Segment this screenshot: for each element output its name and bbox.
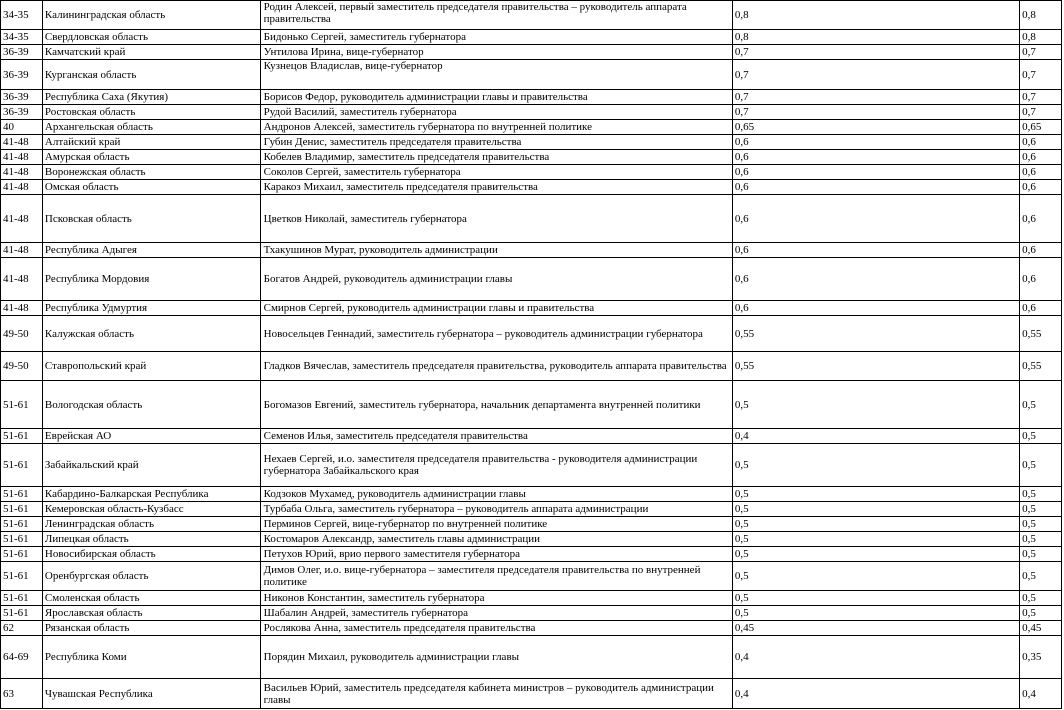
rank-cell: 41-48: [1, 165, 43, 180]
table-row: [1, 591, 1062, 606]
rank-cell: 41-48: [1, 258, 43, 301]
score-1-cell: 0,6: [732, 195, 1019, 243]
region-cell: Республика Коми: [42, 636, 260, 679]
score-1-cell: 0,7: [732, 90, 1019, 105]
table-row: [1, 105, 1062, 120]
rank-cell: 41-48: [1, 301, 43, 316]
score-2-cell: 0,6: [1020, 165, 1062, 180]
region-cell: Липецкая область: [42, 532, 260, 547]
score-2-cell: 0,5: [1020, 517, 1062, 532]
score-2-cell: 0,4: [1020, 679, 1062, 709]
table-row: [1, 195, 1062, 243]
table-row: [1, 258, 1062, 301]
table-row: [1, 30, 1062, 45]
region-cell: Республика Мордовия: [42, 258, 260, 301]
score-1-cell: 0,8: [732, 1, 1019, 30]
score-2-cell: 0,55: [1020, 316, 1062, 352]
table-row: [1, 532, 1062, 547]
score-2-cell: 0,6: [1020, 135, 1062, 150]
score-1-cell: 0,5: [732, 547, 1019, 562]
region-cell: Еврейская АО: [42, 429, 260, 444]
table-row: [1, 90, 1062, 105]
official-cell: Нехаев Сергей, и.о. заместителя председателя правительства - руководителя администрации губернатора Забайкальского края: [260, 444, 732, 487]
region-cell: Вологодская область: [42, 381, 260, 429]
rank-cell: 51-61: [1, 547, 43, 562]
score-2-cell: 0,6: [1020, 258, 1062, 301]
score-1-cell: 0,4: [732, 636, 1019, 679]
region-cell: Омская область: [42, 180, 260, 195]
score-2-cell: 0,7: [1020, 60, 1062, 90]
region-cell: Смоленская область: [42, 591, 260, 606]
official-cell: Васильев Юрий, заместитель председателя кабинета министров – руководитель администрации главы: [260, 679, 732, 709]
region-cell: Архангельская область: [42, 120, 260, 135]
score-1-cell: 0,5: [732, 502, 1019, 517]
rank-cell: 41-48: [1, 180, 43, 195]
rank-cell: 49-50: [1, 352, 43, 381]
score-1-cell: 0,6: [732, 258, 1019, 301]
score-2-cell: 0,55: [1020, 352, 1062, 381]
table-row: [1, 120, 1062, 135]
table-row: [1, 352, 1062, 381]
score-2-cell: 0,8: [1020, 1, 1062, 30]
score-1-cell: 0,6: [732, 243, 1019, 258]
score-1-cell: 0,5: [732, 444, 1019, 487]
region-cell: Рязанская область: [42, 621, 260, 636]
rank-cell: 51-61: [1, 562, 43, 591]
score-1-cell: 0,5: [732, 606, 1019, 621]
region-cell: Чувашская Республика: [42, 679, 260, 709]
score-1-cell: 0,5: [732, 517, 1019, 532]
table-row: [1, 180, 1062, 195]
rank-cell: 51-61: [1, 487, 43, 502]
official-cell: Каракоз Михаил, заместитель председателя правительства: [260, 180, 732, 195]
table-row: [1, 165, 1062, 180]
table-row: [1, 316, 1062, 352]
rank-cell: 36-39: [1, 105, 43, 120]
score-2-cell: 0,6: [1020, 150, 1062, 165]
region-cell: Республика Удмуртия: [42, 301, 260, 316]
rank-cell: 51-61: [1, 517, 43, 532]
table-row: [1, 606, 1062, 621]
official-cell: Цветков Николай, заместитель губернатора: [260, 195, 732, 243]
score-2-cell: 0,5: [1020, 547, 1062, 562]
rank-cell: 36-39: [1, 90, 43, 105]
score-1-cell: 0,5: [732, 532, 1019, 547]
rank-cell: 41-48: [1, 243, 43, 258]
rank-cell: 64-69: [1, 636, 43, 679]
region-cell: Псковская область: [42, 195, 260, 243]
table-row: [1, 562, 1062, 591]
table-row: [1, 150, 1062, 165]
official-cell: Петухов Юрий, врио первого заместителя губернатора: [260, 547, 732, 562]
rank-cell: 36-39: [1, 45, 43, 60]
region-cell: Алтайский край: [42, 135, 260, 150]
official-cell: Богатов Андрей, руководитель администрации главы: [260, 258, 732, 301]
table-row: [1, 444, 1062, 487]
score-1-cell: 0,4: [732, 679, 1019, 709]
rank-cell: 41-48: [1, 135, 43, 150]
official-cell: Семенов Илья, заместитель председателя правительства: [260, 429, 732, 444]
rank-cell: 62: [1, 621, 43, 636]
rank-cell: 34-35: [1, 1, 43, 30]
table-row: [1, 135, 1062, 150]
score-1-cell: 0,55: [732, 316, 1019, 352]
score-2-cell: 0,5: [1020, 562, 1062, 591]
rank-cell: 41-48: [1, 195, 43, 243]
score-2-cell: 0,6: [1020, 180, 1062, 195]
official-cell: Кодзоков Мухамед, руководитель администрации главы: [260, 487, 732, 502]
score-1-cell: 0,6: [732, 135, 1019, 150]
region-cell: Республика Саха (Якутия): [42, 90, 260, 105]
region-cell: Новосибирская область: [42, 547, 260, 562]
official-cell: Костомаров Александр, заместитель главы администрации: [260, 532, 732, 547]
official-cell: Богомазов Евгений, заместитель губернатора, начальник департамента внутренней политики: [260, 381, 732, 429]
region-cell: Кемеровская область-Кузбасс: [42, 502, 260, 517]
region-cell: Ярославская область: [42, 606, 260, 621]
score-2-cell: 0,5: [1020, 606, 1062, 621]
score-2-cell: 0,5: [1020, 429, 1062, 444]
score-1-cell: 0,5: [732, 381, 1019, 429]
score-2-cell: 0,5: [1020, 381, 1062, 429]
score-1-cell: 0,65: [732, 120, 1019, 135]
region-cell: Ленинградская область: [42, 517, 260, 532]
region-cell: Воронежская область: [42, 165, 260, 180]
official-cell: Соколов Сергей, заместитель губернатора: [260, 165, 732, 180]
score-1-cell: 0,5: [732, 562, 1019, 591]
table-row: [1, 487, 1062, 502]
rank-cell: 51-61: [1, 381, 43, 429]
score-2-cell: 0,5: [1020, 591, 1062, 606]
table-row: [1, 679, 1062, 709]
rank-cell: 51-61: [1, 606, 43, 621]
table-row: [1, 621, 1062, 636]
score-1-cell: 0,6: [732, 150, 1019, 165]
official-cell: Губин Денис, заместитель председателя правительства: [260, 135, 732, 150]
score-2-cell: 0,6: [1020, 195, 1062, 243]
score-1-cell: 0,55: [732, 352, 1019, 381]
table-row: [1, 1, 1062, 30]
region-cell: Республика Адыгея: [42, 243, 260, 258]
score-1-cell: 0,4: [732, 429, 1019, 444]
official-cell: Перминов Сергей, вице-губернатор по внутренней политике: [260, 517, 732, 532]
score-1-cell: 0,6: [732, 165, 1019, 180]
score-1-cell: 0,7: [732, 60, 1019, 90]
table-row: [1, 547, 1062, 562]
region-cell: Калининградская область: [42, 1, 260, 30]
score-1-cell: 0,45: [732, 621, 1019, 636]
rank-cell: 51-61: [1, 591, 43, 606]
region-cell: Камчатский край: [42, 45, 260, 60]
score-2-cell: 0,5: [1020, 444, 1062, 487]
region-cell: Свердловская область: [42, 30, 260, 45]
region-cell: Амурская область: [42, 150, 260, 165]
score-2-cell: 0,8: [1020, 30, 1062, 45]
official-cell: Смирнов Сергей, руководитель администрации главы и правительства: [260, 301, 732, 316]
official-cell: Унтилова Ирина, вице-губернатор: [260, 45, 732, 60]
table-row: [1, 636, 1062, 679]
table-row: [1, 301, 1062, 316]
rank-cell: 51-61: [1, 532, 43, 547]
score-2-cell: 0,6: [1020, 243, 1062, 258]
rank-cell: 63: [1, 679, 43, 709]
region-cell: Забайкальский край: [42, 444, 260, 487]
rank-cell: 34-35: [1, 30, 43, 45]
region-cell: Калужская область: [42, 316, 260, 352]
table-row: [1, 45, 1062, 60]
official-cell: Кобелев Владимир, заместитель председателя правительства: [260, 150, 732, 165]
rank-cell: 51-61: [1, 502, 43, 517]
score-1-cell: 0,7: [732, 105, 1019, 120]
score-1-cell: 0,7: [732, 45, 1019, 60]
rank-cell: 40: [1, 120, 43, 135]
region-cell: Курганская область: [42, 60, 260, 90]
table-row: [1, 502, 1062, 517]
official-cell: Родин Алексей, первый заместитель председателя правительства – руководитель аппарата правительства: [260, 1, 732, 30]
table-row: [1, 243, 1062, 258]
table-row: [1, 517, 1062, 532]
score-2-cell: 0,5: [1020, 487, 1062, 502]
score-2-cell: 0,45: [1020, 621, 1062, 636]
ranking-table-body: [1, 1, 1062, 709]
table-row: [1, 429, 1062, 444]
score-2-cell: 0,7: [1020, 45, 1062, 60]
region-cell: Кабардино-Балкарская Республика: [42, 487, 260, 502]
score-2-cell: 0,6: [1020, 301, 1062, 316]
score-1-cell: 0,6: [732, 301, 1019, 316]
official-cell: Порядин Михаил, руководитель администрации главы: [260, 636, 732, 679]
official-cell: Бидонько Сергей, заместитель губернатора: [260, 30, 732, 45]
score-2-cell: 0,65: [1020, 120, 1062, 135]
rank-cell: 36-39: [1, 60, 43, 90]
score-2-cell: 0,7: [1020, 105, 1062, 120]
official-cell: Гладков Вячеслав, заместитель председателя правительства, руководитель аппарата правительства: [260, 352, 732, 381]
score-2-cell: 0,5: [1020, 532, 1062, 547]
rank-cell: 51-61: [1, 444, 43, 487]
score-2-cell: 0,35: [1020, 636, 1062, 679]
score-1-cell: 0,5: [732, 591, 1019, 606]
region-cell: Ставропольский край: [42, 352, 260, 381]
score-1-cell: 0,6: [732, 180, 1019, 195]
rank-cell: 41-48: [1, 150, 43, 165]
region-cell: Оренбургская область: [42, 562, 260, 591]
official-cell: Димов Олег, и.о. вице-губернатора – заместителя председателя правительства по внутренней политике: [260, 562, 732, 591]
score-1-cell: 0,8: [732, 30, 1019, 45]
official-cell: Шабалин Андрей, заместитель губернатора: [260, 606, 732, 621]
official-cell: Новосельцев Геннадий, заместитель губернатора – руководитель администрации губернатора: [260, 316, 732, 352]
official-cell: Кузнецов Владислав, вице-губернатор: [260, 60, 732, 90]
official-cell: Никонов Константин, заместитель губернатора: [260, 591, 732, 606]
official-cell: Тхакушинов Мурат, руководитель администрации: [260, 243, 732, 258]
score-2-cell: 0,7: [1020, 90, 1062, 105]
score-2-cell: 0,5: [1020, 502, 1062, 517]
score-1-cell: 0,5: [732, 487, 1019, 502]
official-cell: Турбаба Ольга, заместитель губернатора – руководитель аппарата администрации: [260, 502, 732, 517]
rank-cell: 51-61: [1, 429, 43, 444]
official-cell: Борисов Федор, руководитель администрации главы и правительства: [260, 90, 732, 105]
official-cell: Андронов Алексей, заместитель губернатора по внутренней политике: [260, 120, 732, 135]
official-cell: Рудой Василий, заместитель губернатора: [260, 105, 732, 120]
region-cell: Ростовская область: [42, 105, 260, 120]
table-row: [1, 381, 1062, 429]
rank-cell: 49-50: [1, 316, 43, 352]
table-row: [1, 60, 1062, 90]
official-cell: Рослякова Анна, заместитель председателя правительства: [260, 621, 732, 636]
